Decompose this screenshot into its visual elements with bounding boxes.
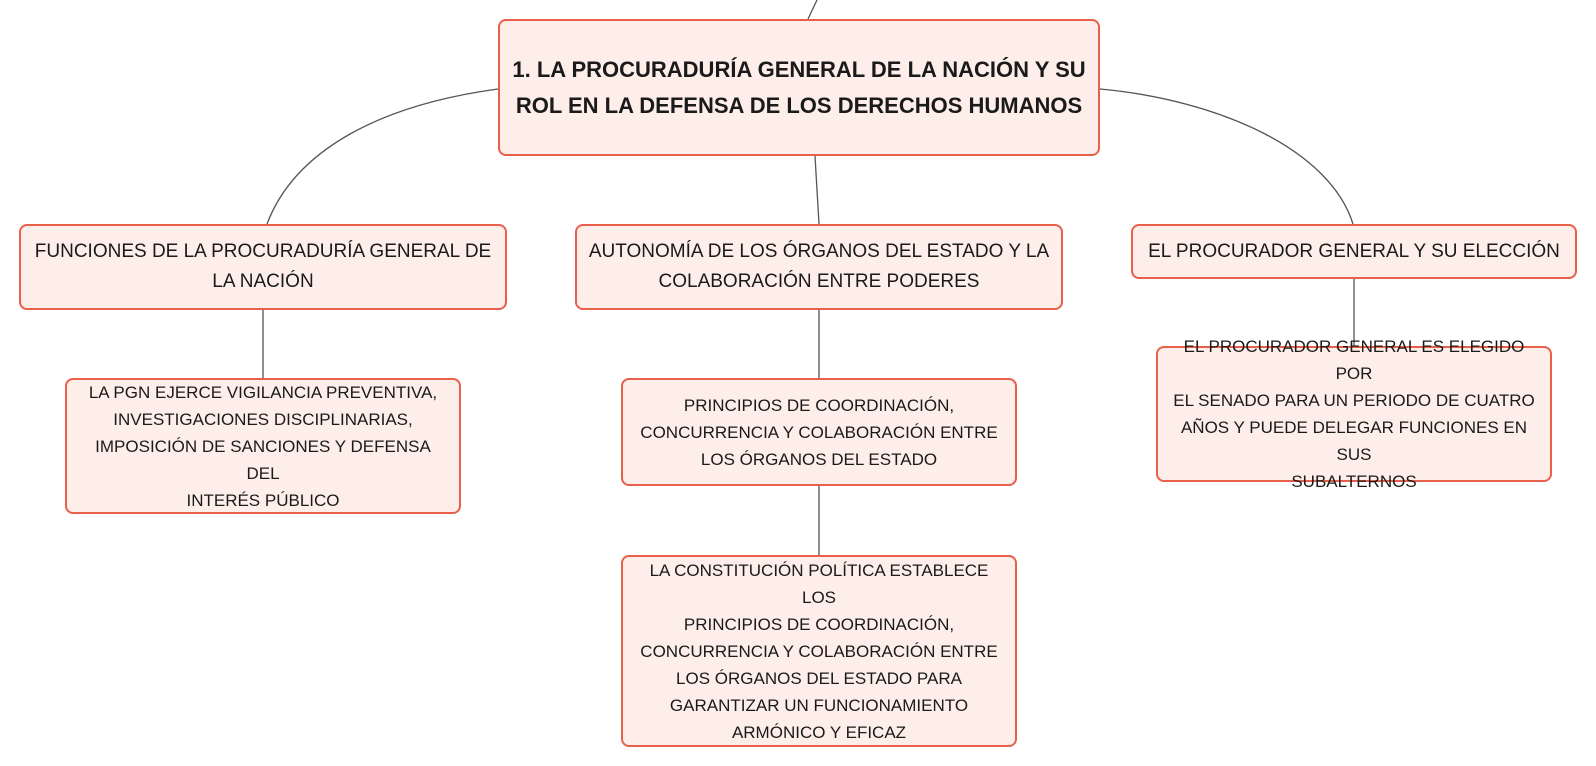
topic-autonomia-line-2: COLABORACIÓN ENTRE PODERES xyxy=(658,271,980,292)
topic-funciones-line-1: FUNCIONES DE LA PROCURADURÍA GENERAL DE xyxy=(34,241,492,262)
root-topic-line-1: 1. LA PROCURADURÍA GENERAL DE LA NACIÓN Y SU xyxy=(512,56,1086,82)
subtopic-pgn-vigilancia[interactable] xyxy=(65,378,461,514)
subtopic-pgn-line-4: INTERÉS PÚBLICO xyxy=(186,490,340,510)
root-topic-line-2: ROL EN LA DEFENSA DE LOS DERECHOS HUMANOS xyxy=(515,92,1083,118)
topic-funciones-pgn[interactable] xyxy=(19,224,507,310)
subtopic-constitucion-line-2: PRINCIPIOS DE COORDINACIÓN, xyxy=(683,614,955,634)
subtopic-principios-line-1: PRINCIPIOS DE COORDINACIÓN, xyxy=(683,395,955,415)
topic-autonomia-line-1: AUTONOMÍA DE LOS ÓRGANOS DEL ESTADO Y LA xyxy=(588,241,1050,262)
topic-procurador-line-1: EL PROCURADOR GENERAL Y SU ELECCIÓN xyxy=(1148,240,1560,262)
topic-autonomia-organos[interactable] xyxy=(575,224,1063,310)
subtopic-constitucion-line-4: LOS ÓRGANOS DEL ESTADO PARA xyxy=(676,668,962,688)
subtopic-principios-coordinacion[interactable] xyxy=(621,378,1017,486)
topic-funciones-line-2: LA NACIÓN xyxy=(212,271,314,292)
subtopic-constitucion-line-3: CONCURRENCIA Y COLABORACIÓN ENTRE xyxy=(640,641,998,661)
subtopic-procurador-elegido[interactable] xyxy=(1156,337,1552,491)
connector-root-autonomia xyxy=(815,156,819,224)
connector-root-funciones xyxy=(267,89,498,224)
subtopic-principios-line-3: LOS ÓRGANOS DEL ESTADO xyxy=(700,449,938,469)
subtopic-elegido-line-4: SUBALTERNOS xyxy=(1291,472,1417,491)
subtopic-pgn-line-2: INVESTIGACIONES DISCIPLINARIAS, xyxy=(113,409,413,429)
subtopic-pgn-line-3: IMPOSICIÓN DE SANCIONES Y DEFENSA DEL xyxy=(95,436,431,483)
topic-procurador-eleccion[interactable] xyxy=(1131,224,1577,279)
connector-root-parent xyxy=(808,0,817,19)
subtopic-constitucion-politica[interactable] xyxy=(621,555,1017,747)
subtopic-constitucion-line-1: LA CONSTITUCIÓN POLÍTICA ESTABLECE LOS xyxy=(649,560,989,607)
connector-root-procurador xyxy=(1100,89,1353,224)
subtopic-elegido-line-1: EL PROCURADOR GENERAL ES ELEGIDO POR xyxy=(1183,337,1525,383)
subtopic-elegido-line-2: EL SENADO PARA UN PERIODO DE CUATRO xyxy=(1173,391,1535,410)
subtopic-elegido-line-3: AÑOS Y PUEDE DELEGAR FUNCIONES EN SUS xyxy=(1180,418,1528,464)
root-topic-node[interactable] xyxy=(498,19,1100,156)
subtopic-constitucion-line-6: ARMÓNICO Y EFICAZ xyxy=(731,722,907,742)
subtopic-principios-line-2: CONCURRENCIA Y COLABORACIÓN ENTRE xyxy=(640,422,998,442)
subtopic-constitucion-line-5: GARANTIZAR UN FUNCIONAMIENTO xyxy=(669,695,969,715)
subtopic-pgn-line-1: LA PGN EJERCE VIGILANCIA PREVENTIVA, xyxy=(88,382,438,402)
